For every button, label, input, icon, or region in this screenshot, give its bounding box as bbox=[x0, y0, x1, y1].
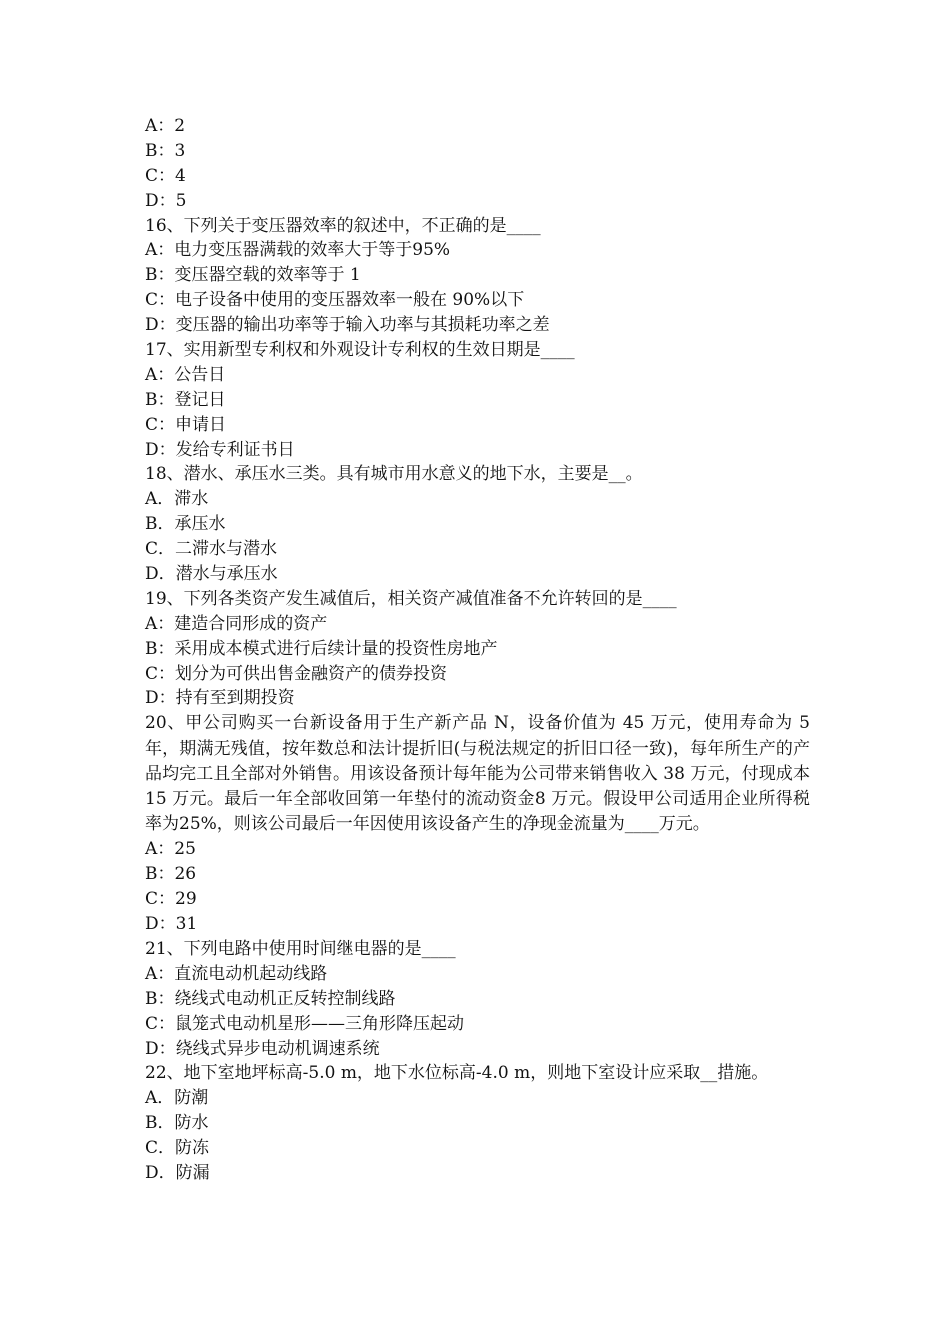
option-line: A：建造合同形成的资产 bbox=[145, 613, 328, 634]
question-16-stem: 16、下列关于变压器效率的叙述中，不正确的是____ bbox=[145, 215, 541, 236]
option-line: D．防漏 bbox=[145, 1162, 210, 1183]
option-line: C：申请日 bbox=[145, 414, 227, 435]
option-line: D：变压器的输出功率等于输入功率与其损耗功率之差 bbox=[145, 315, 550, 336]
option-line: B：绕线式电动机正反转控制线路 bbox=[145, 988, 396, 1009]
option-line: A：25 bbox=[145, 839, 196, 860]
question-20-stem: 20、甲公司购买一台新设备用于生产新产品 N，设备价值为 45 万元，使用寿命为 5 年，期满无残值，按年数总和法计提折旧(与税法规定的折旧口径一致)，每年所生产的产品均完工且全部对外销售。用该设备预计每年能为公司带来销售收入 38 万元，付现成本 15 万元。最后一年全部收回第一年垫付的流动资金8 万元。假设甲公司适用企业所得税率为25%，则该公司最后一年因使用该设备产生的净现金流量为____万元。 bbox=[145, 713, 810, 835]
option-line: C．防冻 bbox=[145, 1138, 210, 1159]
option-line: A：公告日 bbox=[145, 364, 226, 385]
question-17-stem: 17、实用新型专利权和外观设计专利权的生效日期是____ bbox=[145, 340, 575, 361]
question-21-stem: 21、下列电路中使用时间继电器的是____ bbox=[145, 938, 456, 959]
option-line: C．二滞水与潜水 bbox=[145, 539, 278, 560]
option-line: C：29 bbox=[145, 889, 197, 910]
option-line: B．防水 bbox=[145, 1113, 209, 1134]
option-line: C：划分为可供出售金融资产的债券投资 bbox=[145, 663, 448, 684]
option-line: A：直流电动机起动线路 bbox=[145, 963, 328, 984]
option-line: B：采用成本模式进行后续计量的投资性房地产 bbox=[145, 638, 498, 659]
option-line: D．潜水与承压水 bbox=[145, 564, 278, 585]
option-line: B．承压水 bbox=[145, 514, 226, 535]
option-line: C：4 bbox=[145, 165, 186, 186]
option-line: B：3 bbox=[145, 140, 186, 161]
option-line: C：电子设备中使用的变压器效率一般在 90%以下 bbox=[145, 290, 525, 311]
option-line: D：5 bbox=[145, 190, 187, 211]
option-line: B：登记日 bbox=[145, 389, 226, 410]
option-line: A．防潮 bbox=[145, 1088, 209, 1109]
question-22-stem: 22、地下室地坪标高-5.0 m，地下水位标高-4.0 m，则地下室设计应采取__措施。 bbox=[145, 1063, 769, 1084]
option-line: A．滞水 bbox=[145, 489, 209, 510]
option-line: A：2 bbox=[145, 116, 186, 136]
option-line: B：变压器空载的效率等于 1 bbox=[145, 265, 361, 286]
question-19-stem: 19、下列各类资产发生减值后，相关资产减值准备不允许转回的是____ bbox=[145, 588, 677, 609]
option-line: C：鼠笼式电动机星形——三角形降压起动 bbox=[145, 1013, 465, 1034]
option-line: D：持有至到期投资 bbox=[145, 688, 295, 709]
option-line: D：绕线式异步电动机调速系统 bbox=[145, 1038, 380, 1059]
option-line: D：31 bbox=[145, 914, 198, 935]
option-line: D：发给专利证书日 bbox=[145, 439, 295, 460]
option-line: B：26 bbox=[145, 864, 197, 885]
question-18-stem: 18、潜水、承压水三类。具有城市用水意义的地下水，主要是__。 bbox=[145, 464, 643, 485]
option-line: A：电力变压器满载的效率大于等于95% bbox=[145, 240, 451, 261]
document-body bbox=[145, 114, 810, 1186]
